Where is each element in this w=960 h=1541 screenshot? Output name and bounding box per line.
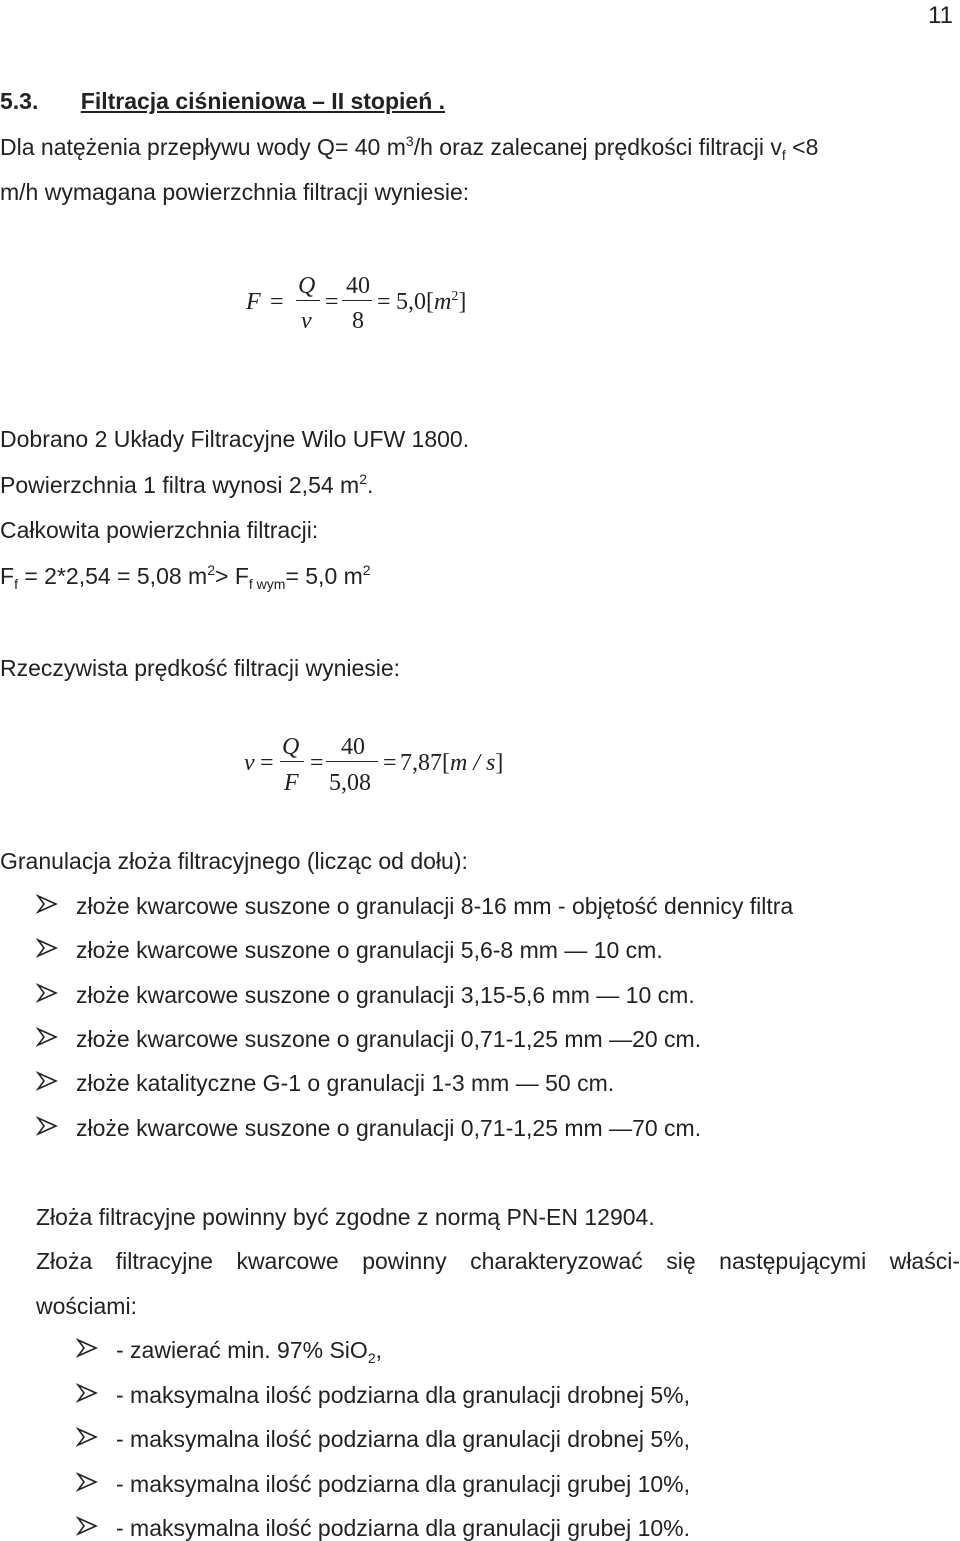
section-number: 5.3. [0, 88, 39, 114]
page-number: 11 [928, 2, 953, 29]
selection-line-4: $F_f = 2*2,54 = 5,08$ $m^2> F_{f wym}= 5,0$ $m^2$ [0, 562, 371, 592]
norm-line-1: Złoża filtracyjne powinny być zgodne z normą PN-EN 12904. [36, 1204, 655, 1230]
arrow-bullet-icon [76, 1383, 98, 1403]
arrow-bullet-icon [36, 1116, 58, 1136]
section-title: Filtracja ciśnieniowa – II stopień . [80, 88, 446, 114]
arrow-bullet-icon [76, 1516, 98, 1536]
granulation-label: Granulacja złoża filtracyjnego (licząc od dołu): [0, 848, 468, 874]
section-heading [0, 90, 445, 113]
selection-line-1: Dobrano 2 Układy Filtracyjne Wilo UFW 1800. [0, 426, 470, 452]
norm-line-3: wościami: [36, 1293, 137, 1319]
arrow-bullet-icon [36, 938, 58, 958]
arrow-bullet-icon [36, 894, 58, 914]
arrow-bullet-icon [36, 1027, 58, 1047]
arrow-bullet-icon [76, 1338, 98, 1358]
arrow-bullet-icon [76, 1472, 98, 1492]
selection-line-3: Całkowita powierzchnia filtracji: [0, 517, 319, 543]
arrow-bullet-icon [36, 1071, 58, 1091]
intro-line-2: m/h wymagana powierzchnia filtracji wyniesie: [0, 179, 470, 205]
real-speed-label: Rzeczywista prędkość filtracji wyniesie: [0, 655, 401, 681]
arrow-bullet-icon [36, 983, 58, 1003]
intro-line-1: Dla natężenia przepływu wody Q= 40 $m^3/h$ oraz zalecanej prędkości filtracji $v_f <8$ [0, 133, 819, 163]
arrow-bullet-icon [76, 1427, 98, 1447]
selection-line-2: Powierzchnia 1 filtra wynosi 2,54 $m^2$. [0, 471, 374, 498]
norm-line-2: Złoża filtracyjne kwarcowe powinny charakteryzować się następującymi właści- [36, 1248, 960, 1274]
